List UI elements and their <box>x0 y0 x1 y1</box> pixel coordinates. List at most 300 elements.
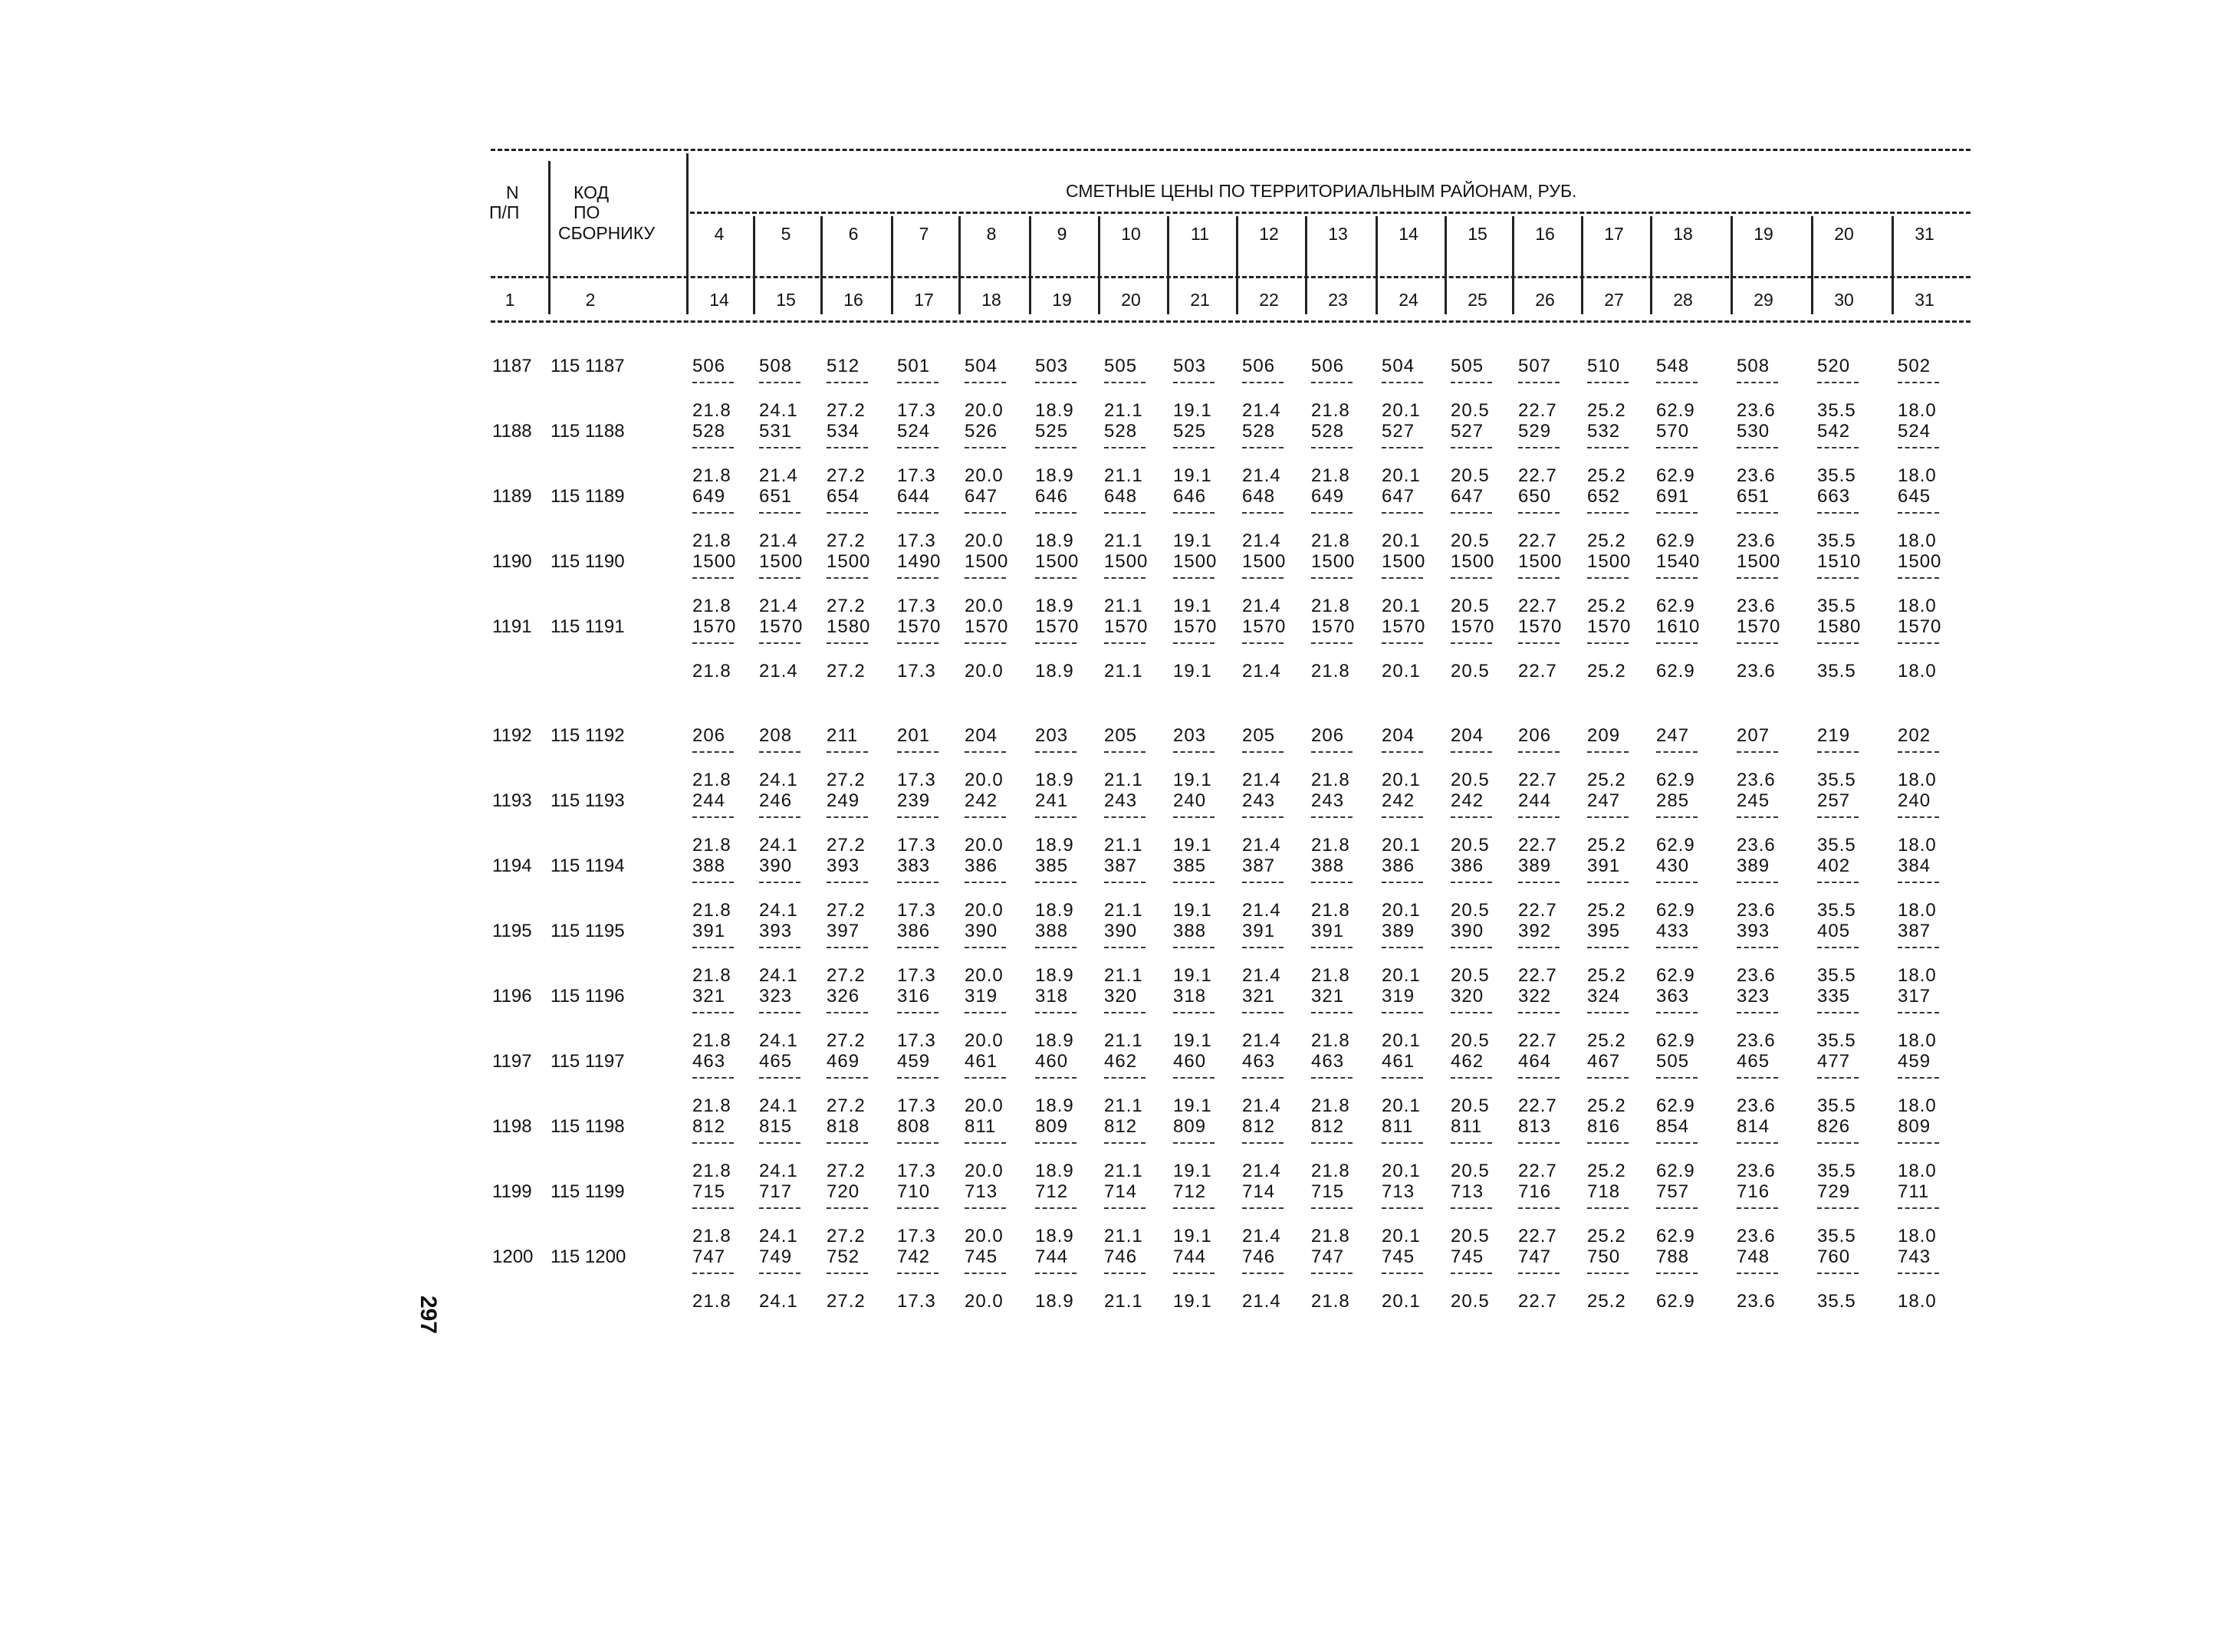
price-value: 257 <box>1817 790 1851 811</box>
fraction-divider <box>1311 577 1353 579</box>
coefficient-value: 21.8 <box>692 1226 731 1246</box>
fraction-divider <box>965 1077 1006 1079</box>
price-value: 747 <box>692 1246 726 1267</box>
fraction-divider <box>1737 512 1778 514</box>
price-value: 528 <box>1104 421 1138 442</box>
fraction-divider <box>1242 642 1284 644</box>
fraction-divider <box>692 947 734 948</box>
coefficient-value: 20.1 <box>1382 1226 1421 1246</box>
row-number: 1188 <box>492 421 532 442</box>
fraction-divider <box>1898 816 1939 818</box>
price-value: 392 <box>1518 921 1552 941</box>
price-value: 1570 <box>1035 616 1080 637</box>
fraction-divider <box>897 382 938 383</box>
coefficient-value: 62.9 <box>1656 1226 1695 1246</box>
price-value: 395 <box>1587 921 1621 941</box>
price-value: 202 <box>1898 725 1931 746</box>
coefficient-value: 25.2 <box>1587 965 1626 986</box>
coefficient-value: 22.7 <box>1518 596 1557 616</box>
fraction-divider <box>1242 1012 1284 1013</box>
fraction-divider <box>1382 1207 1423 1209</box>
fraction-divider <box>1451 751 1492 753</box>
fraction-divider <box>1035 751 1076 753</box>
fraction-divider <box>1817 816 1859 818</box>
fraction-divider <box>1518 1142 1560 1144</box>
coefficient-value: 21.8 <box>692 835 731 856</box>
price-value: 320 <box>1451 986 1484 1007</box>
coefficient-value: 22.7 <box>1518 1291 1557 1312</box>
price-value: 506 <box>1311 356 1345 376</box>
price-value: 528 <box>1242 421 1276 442</box>
price-value: 393 <box>1737 921 1770 941</box>
fraction-divider <box>1311 882 1353 883</box>
fraction-divider <box>1737 816 1778 818</box>
coefficient-value: 22.7 <box>1518 1226 1557 1246</box>
price-value: 510 <box>1587 356 1621 376</box>
price-value: 1500 <box>1311 551 1356 572</box>
fraction-divider <box>1898 512 1939 514</box>
price-value: 542 <box>1817 421 1851 442</box>
coefficient-value: 21.4 <box>1242 530 1281 551</box>
price-value: 1500 <box>1104 551 1149 572</box>
fraction-divider <box>759 816 800 818</box>
coefficient-value: 27.2 <box>827 1095 866 1116</box>
fraction-divider <box>692 382 734 383</box>
fraction-divider <box>1035 512 1076 514</box>
coefficient-value: 62.9 <box>1656 965 1695 986</box>
region-header: 18 <box>1673 224 1693 244</box>
coefficient-value: 19.1 <box>1173 661 1212 681</box>
coefficient-value: 21.1 <box>1104 900 1143 921</box>
fraction-divider <box>965 816 1006 818</box>
coefficient-value: 21.4 <box>1242 900 1281 921</box>
fraction-divider <box>1587 642 1629 644</box>
fraction-divider <box>1311 382 1353 383</box>
fraction-divider <box>759 447 800 448</box>
fraction-divider <box>1898 642 1939 644</box>
fraction-divider <box>1311 1012 1353 1013</box>
fraction-divider <box>1656 1273 1698 1274</box>
price-value: 390 <box>1451 921 1484 941</box>
fraction-divider <box>692 512 734 514</box>
fraction-divider <box>897 1273 938 1274</box>
fraction-divider <box>1104 512 1146 514</box>
price-value: 1500 <box>1898 551 1942 572</box>
coefficient-value: 18.0 <box>1898 1291 1937 1312</box>
fraction-divider <box>1587 447 1629 448</box>
coefficient-value: 20.5 <box>1451 1095 1490 1116</box>
fraction-divider <box>1242 1077 1284 1079</box>
column-number: 28 <box>1673 290 1693 310</box>
coefficient-value: 21.8 <box>1311 596 1350 616</box>
price-value: 316 <box>897 986 931 1007</box>
fraction-divider <box>1035 1012 1076 1013</box>
price-value: 808 <box>897 1116 931 1137</box>
coefficient-value: 25.2 <box>1587 770 1626 790</box>
coefficient-value: 27.2 <box>827 465 866 486</box>
coefficient-value: 21.4 <box>1242 465 1281 486</box>
price-value: 388 <box>1173 921 1207 941</box>
coefficient-value: 21.4 <box>1242 596 1281 616</box>
coefficient-value: 19.1 <box>1173 835 1212 856</box>
price-value: 1500 <box>1382 551 1426 572</box>
coefficient-value: 18.9 <box>1035 661 1074 681</box>
row-code: 115 1198 <box>551 1116 625 1137</box>
fraction-divider <box>1656 1012 1698 1013</box>
price-value: 534 <box>827 421 860 442</box>
price-value: 1570 <box>965 616 1009 637</box>
coefficient-value: 21.4 <box>759 530 798 551</box>
price-value: 1500 <box>827 551 871 572</box>
price-value: 321 <box>1242 986 1276 1007</box>
fraction-divider <box>827 577 868 579</box>
coefficient-value: 19.1 <box>1173 530 1212 551</box>
fraction-divider <box>965 512 1006 514</box>
column-header-code: КОД <box>574 182 610 202</box>
price-value: 743 <box>1898 1246 1931 1267</box>
fraction-divider <box>759 1207 800 1209</box>
region-separator <box>1236 216 1238 314</box>
coefficient-value: 35.5 <box>1817 661 1856 681</box>
fraction-divider <box>1737 1273 1778 1274</box>
region-separator <box>891 216 893 314</box>
fraction-divider <box>1898 1207 1939 1209</box>
coefficient-value: 35.5 <box>1817 900 1856 921</box>
column-header-n: N <box>506 182 519 202</box>
fraction-divider <box>1382 1012 1423 1013</box>
price-value: 206 <box>692 725 726 746</box>
coefficient-value: 20.1 <box>1382 596 1421 616</box>
fraction-divider <box>1737 577 1778 579</box>
coefficient-value: 22.7 <box>1518 770 1557 790</box>
fraction-divider <box>1242 751 1284 753</box>
price-value: 649 <box>692 486 726 507</box>
coefficient-value: 19.1 <box>1173 1226 1212 1246</box>
fraction-divider <box>1311 816 1353 818</box>
price-value: 242 <box>1382 790 1415 811</box>
price-value: 387 <box>1242 856 1276 876</box>
price-value: 526 <box>965 421 998 442</box>
fraction-divider <box>1173 1207 1215 1209</box>
price-value: 718 <box>1587 1181 1621 1202</box>
fraction-divider <box>1587 1142 1629 1144</box>
coefficient-value: 21.1 <box>1104 770 1143 790</box>
coefficient-value: 20.0 <box>965 661 1004 681</box>
coefficient-value: 62.9 <box>1656 596 1695 616</box>
coefficient-value: 18.9 <box>1035 530 1074 551</box>
coefficient-value: 18.9 <box>1035 400 1074 421</box>
coefficient-value: 20.5 <box>1451 596 1490 616</box>
price-value: 1500 <box>1242 551 1287 572</box>
coefficient-value: 21.4 <box>759 596 798 616</box>
coefficient-value: 21.4 <box>1242 1030 1281 1051</box>
fraction-divider <box>1035 447 1076 448</box>
price-value: 205 <box>1104 725 1138 746</box>
coefficient-value: 35.5 <box>1817 1161 1856 1181</box>
region-header: 12 <box>1259 224 1279 244</box>
price-value: 211 <box>827 725 859 746</box>
price-value: 390 <box>965 921 998 941</box>
coefficient-value: 21.1 <box>1104 530 1143 551</box>
price-value: 1500 <box>1518 551 1563 572</box>
coefficient-value: 19.1 <box>1173 1030 1212 1051</box>
fraction-divider <box>897 447 938 448</box>
column-number: 15 <box>776 290 796 310</box>
coefficient-value: 27.2 <box>827 596 866 616</box>
price-value: 711 <box>1898 1181 1930 1202</box>
price-value: 247 <box>1587 790 1621 811</box>
coefficient-value: 21.1 <box>1104 1161 1143 1181</box>
coefficient-value: 18.0 <box>1898 530 1937 551</box>
coefficient-value: 17.3 <box>897 1030 936 1051</box>
price-value: 647 <box>1382 486 1415 507</box>
fraction-divider <box>1104 816 1146 818</box>
region-header: 10 <box>1121 224 1141 244</box>
fraction-divider <box>759 382 800 383</box>
row-code: 115 1200 <box>551 1246 626 1267</box>
fraction-divider <box>1587 1207 1629 1209</box>
coefficient-value: 22.7 <box>1518 900 1557 921</box>
price-value: 1570 <box>1737 616 1781 637</box>
coefficient-value: 21.8 <box>692 400 731 421</box>
price-value: 503 <box>1035 356 1069 376</box>
fraction-divider <box>1311 447 1353 448</box>
fraction-divider <box>1173 642 1215 644</box>
region-separator <box>958 216 961 314</box>
coefficient-value: 20.1 <box>1382 661 1421 681</box>
coefficient-value: 22.7 <box>1518 1161 1557 1181</box>
price-value: 649 <box>1311 486 1345 507</box>
coefficient-value: 18.9 <box>1035 596 1074 616</box>
coefficient-value: 23.6 <box>1737 770 1776 790</box>
price-value: 326 <box>827 986 860 1007</box>
fraction-divider <box>1104 947 1146 948</box>
fraction-divider <box>1656 577 1698 579</box>
row-code: 115 1191 <box>551 616 625 637</box>
coefficient-value: 17.3 <box>897 400 936 421</box>
fraction-divider <box>1656 447 1698 448</box>
price-value: 388 <box>1035 921 1069 941</box>
coefficient-value: 20.5 <box>1451 835 1490 856</box>
fraction-divider <box>1035 882 1076 883</box>
coefficient-value: 21.8 <box>1311 661 1350 681</box>
fraction-divider <box>827 642 868 644</box>
price-value: 242 <box>1451 790 1484 811</box>
price-value: 503 <box>1173 356 1207 376</box>
fraction-divider <box>1737 447 1778 448</box>
fraction-divider <box>1587 512 1629 514</box>
price-value: 529 <box>1518 421 1552 442</box>
coefficient-value: 24.1 <box>759 1226 798 1246</box>
region-header: 7 <box>919 224 929 244</box>
price-value: 384 <box>1898 856 1931 876</box>
fraction-divider <box>1173 1273 1215 1274</box>
fraction-divider <box>1451 1142 1492 1144</box>
coefficient-value: 21.8 <box>1311 465 1350 486</box>
column-number: 20 <box>1121 290 1141 310</box>
row-number: 1199 <box>492 1181 532 1202</box>
coefficient-value: 19.1 <box>1173 465 1212 486</box>
region-separator <box>1305 216 1307 314</box>
fraction-divider <box>1451 1273 1492 1274</box>
row-code: 115 1197 <box>551 1051 625 1072</box>
fraction-divider <box>965 577 1006 579</box>
coefficient-value: 20.0 <box>965 1161 1004 1181</box>
coefficient-value: 21.8 <box>1311 1226 1350 1246</box>
coefficient-value: 21.1 <box>1104 1030 1143 1051</box>
coefficient-value: 20.1 <box>1382 965 1421 986</box>
price-value: 818 <box>827 1116 860 1137</box>
price-value: 459 <box>897 1051 931 1072</box>
fraction-divider <box>897 1012 938 1013</box>
fraction-divider <box>692 882 734 883</box>
price-value: 713 <box>1451 1181 1484 1202</box>
price-value: 854 <box>1656 1116 1690 1137</box>
price-value: 430 <box>1656 856 1690 876</box>
coefficient-value: 23.6 <box>1737 1226 1776 1246</box>
price-value: 391 <box>1242 921 1276 941</box>
price-value: 389 <box>1518 856 1552 876</box>
price-value: 1500 <box>1173 551 1218 572</box>
row-code: 115 1194 <box>551 856 625 876</box>
price-value: 1500 <box>1035 551 1080 572</box>
coefficient-value: 23.6 <box>1737 900 1776 921</box>
region-header: 14 <box>1399 224 1418 244</box>
coefficient-value: 35.5 <box>1817 530 1856 551</box>
price-value: 531 <box>759 421 793 442</box>
coefficient-value: 23.6 <box>1737 1291 1776 1312</box>
price-value: 525 <box>1035 421 1069 442</box>
price-value: 433 <box>1656 921 1690 941</box>
coefficient-value: 24.1 <box>759 1030 798 1051</box>
fraction-divider <box>1817 751 1859 753</box>
fraction-divider <box>1311 642 1353 644</box>
coefficient-value: 18.0 <box>1898 965 1937 986</box>
fraction-divider <box>1518 751 1560 753</box>
fraction-divider <box>1656 1207 1698 1209</box>
fraction-divider <box>1737 882 1778 883</box>
fraction-divider <box>1518 577 1560 579</box>
price-value: 710 <box>897 1181 931 1202</box>
coefficient-value: 20.0 <box>965 1226 1004 1246</box>
coefficient-value: 17.3 <box>897 835 936 856</box>
coefficient-value: 21.8 <box>1311 1161 1350 1181</box>
coefficient-value: 18.0 <box>1898 1161 1937 1181</box>
fraction-divider <box>759 1142 800 1144</box>
fraction-divider <box>1817 1207 1859 1209</box>
fraction-divider <box>1035 1207 1076 1209</box>
column-number: 16 <box>843 290 863 310</box>
price-value: 713 <box>965 1181 998 1202</box>
header-mid-rule <box>491 276 1971 278</box>
price-value: 318 <box>1035 986 1069 1007</box>
coefficient-value: 18.0 <box>1898 835 1937 856</box>
coefficient-value: 21.8 <box>1311 1095 1350 1116</box>
coefficient-value: 20.0 <box>965 465 1004 486</box>
coefficient-value: 18.0 <box>1898 596 1937 616</box>
price-value: 811 <box>1382 1116 1414 1137</box>
fraction-divider <box>897 1077 938 1079</box>
price-value: 650 <box>1518 486 1552 507</box>
price-value: 459 <box>1898 1051 1931 1072</box>
price-value: 507 <box>1518 356 1552 376</box>
coefficient-value: 21.8 <box>692 661 731 681</box>
price-value: 322 <box>1518 986 1552 1007</box>
price-value: 746 <box>1242 1246 1276 1267</box>
fraction-divider <box>1104 577 1146 579</box>
coefficient-value: 20.1 <box>1382 400 1421 421</box>
row-code: 115 1193 <box>551 790 625 811</box>
coefficient-value: 24.1 <box>759 400 798 421</box>
fraction-divider <box>1035 1077 1076 1079</box>
coefficient-value: 62.9 <box>1656 1161 1695 1181</box>
fraction-divider <box>1382 882 1423 883</box>
price-value: 757 <box>1656 1181 1690 1202</box>
price-value: 508 <box>759 356 793 376</box>
price-value: 644 <box>897 486 931 507</box>
coefficient-value: 23.6 <box>1737 965 1776 986</box>
price-value: 321 <box>692 986 726 1007</box>
fraction-divider <box>965 642 1006 644</box>
fraction-divider <box>759 512 800 514</box>
fraction-divider <box>1382 642 1423 644</box>
page-number: 297 <box>416 1296 441 1335</box>
price-value: 464 <box>1518 1051 1552 1072</box>
coefficient-value: 21.4 <box>1242 835 1281 856</box>
fraction-divider <box>1817 1012 1859 1013</box>
fraction-divider <box>1242 447 1284 448</box>
coefficient-value: 20.0 <box>965 965 1004 986</box>
price-value: 1570 <box>1898 616 1942 637</box>
coefficient-value: 23.6 <box>1737 835 1776 856</box>
coefficient-value: 23.6 <box>1737 1095 1776 1116</box>
coefficient-value: 21.1 <box>1104 1095 1143 1116</box>
price-value: 386 <box>1382 856 1415 876</box>
fraction-divider <box>1737 751 1778 753</box>
price-value: 461 <box>965 1051 998 1072</box>
price-value: 402 <box>1817 856 1851 876</box>
header-inner-rule <box>690 212 1971 214</box>
price-value: 809 <box>1035 1116 1069 1137</box>
fraction-divider <box>1173 1077 1215 1079</box>
coefficient-value: 21.8 <box>1311 1291 1350 1312</box>
price-value: 385 <box>1035 856 1069 876</box>
column-number: 17 <box>914 290 934 310</box>
fraction-divider <box>1104 1012 1146 1013</box>
price-value: 206 <box>1518 725 1552 746</box>
coefficient-value: 18.9 <box>1035 1030 1074 1051</box>
price-value: 504 <box>1382 356 1415 376</box>
price-value: 528 <box>692 421 726 442</box>
coefficient-value: 21.1 <box>1104 965 1143 986</box>
fraction-divider <box>1311 512 1353 514</box>
fraction-divider <box>1451 577 1492 579</box>
region-separator <box>1731 216 1733 314</box>
fraction-divider <box>1242 947 1284 948</box>
fraction-divider <box>827 816 868 818</box>
coefficient-value: 21.4 <box>1242 770 1281 790</box>
fraction-divider <box>1173 512 1215 514</box>
coefficient-value: 21.8 <box>692 1030 731 1051</box>
price-value: 1510 <box>1817 551 1862 572</box>
price-value: 462 <box>1104 1051 1138 1072</box>
price-value: 249 <box>827 790 860 811</box>
price-value: 208 <box>759 725 793 746</box>
coefficient-value: 20.0 <box>965 835 1004 856</box>
coefficient-value: 21.1 <box>1104 465 1143 486</box>
coefficient-value: 21.8 <box>1311 965 1350 986</box>
price-value: 654 <box>827 486 860 507</box>
